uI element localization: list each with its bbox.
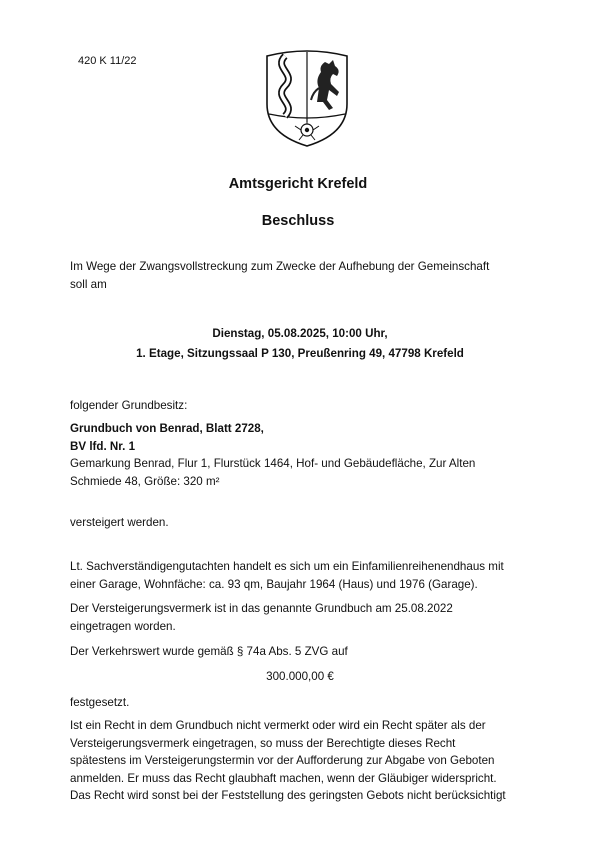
appraisal-line: einer Garage, Wohnfäche: ca. 93 qm, Baujahr 1964 (Haus) und 1976 (Garage). — [70, 577, 478, 591]
nrw-coat-of-arms-icon — [259, 44, 355, 148]
document-title: Beschluss — [261, 213, 335, 229]
case-number: 420 K 11/22 — [78, 55, 137, 67]
auction-note: versteigert werden. — [70, 516, 169, 529]
appointment-location: 1. Etage, Sitzungssaal P 130, Preußenring 49, 47798 Krefeld — [136, 347, 464, 360]
value-outro: festgesetzt. — [70, 696, 130, 709]
appraisal-line: Lt. Sachverständigengutachten handelt es sich um ein Einfamilienreihenendhaus mit — [70, 560, 504, 573]
property-item: BV lfd. Nr. 1 — [70, 439, 136, 453]
appointment-block — [70, 324, 530, 364]
court-name: Amtsgericht Krefeld — [228, 176, 368, 192]
market-value: 300.000,00 € — [266, 670, 334, 683]
registration-paragraph — [70, 600, 530, 635]
rights-line: Versteigerungsvermerk eingetragen, so muss der Berechtigte dieses Recht — [70, 736, 456, 750]
intro-paragraph — [70, 258, 530, 293]
intro-line: Im Wege der Zwangsvollstreckung zum Zwecke der Aufhebung der Gemeinschaft — [70, 260, 490, 273]
registration-line: Der Versteigerungsvermerk ist in das genannte Grundbuch am 25.08.2022 — [70, 602, 453, 615]
intro-line: soll am — [70, 277, 107, 291]
property-description: Gemarkung Benrad, Flur 1, Flurstück 1464, Hof- und Gebäudefläche, Zur Alten — [70, 457, 476, 470]
property-description: Schmiede 48, Größe: 320 m² — [70, 474, 220, 488]
rights-line: spätestens im Versteigerungstermin vor der Aufforderung zur Abgabe von Geboten — [70, 754, 495, 767]
registration-line: eingetragen worden. — [70, 619, 176, 633]
appraisal-paragraph — [70, 558, 530, 593]
land-register: Grundbuch von Benrad, Blatt 2728, — [70, 422, 264, 435]
property-block — [70, 420, 530, 490]
rights-line: anmelden. Er muss das Recht glaubhaft machen, wenn der Gläubiger widerspricht. — [70, 771, 497, 785]
value-intro: Der Verkehrswert wurde gemäß § 74a Abs. 5 ZVG auf — [70, 645, 348, 658]
property-intro: folgender Grundbesitz: — [70, 399, 188, 412]
appointment-date: Dienstag, 05.08.2025, 10:00 Uhr, — [212, 327, 388, 340]
rights-notice — [70, 717, 530, 805]
rights-line: Das Recht wird sonst bei der Feststellung des geringsten Gebots nicht berücksichtigt — [70, 789, 506, 802]
rights-line: Ist ein Recht in dem Grundbuch nicht vermerkt oder wird ein Recht später als der — [70, 719, 486, 732]
